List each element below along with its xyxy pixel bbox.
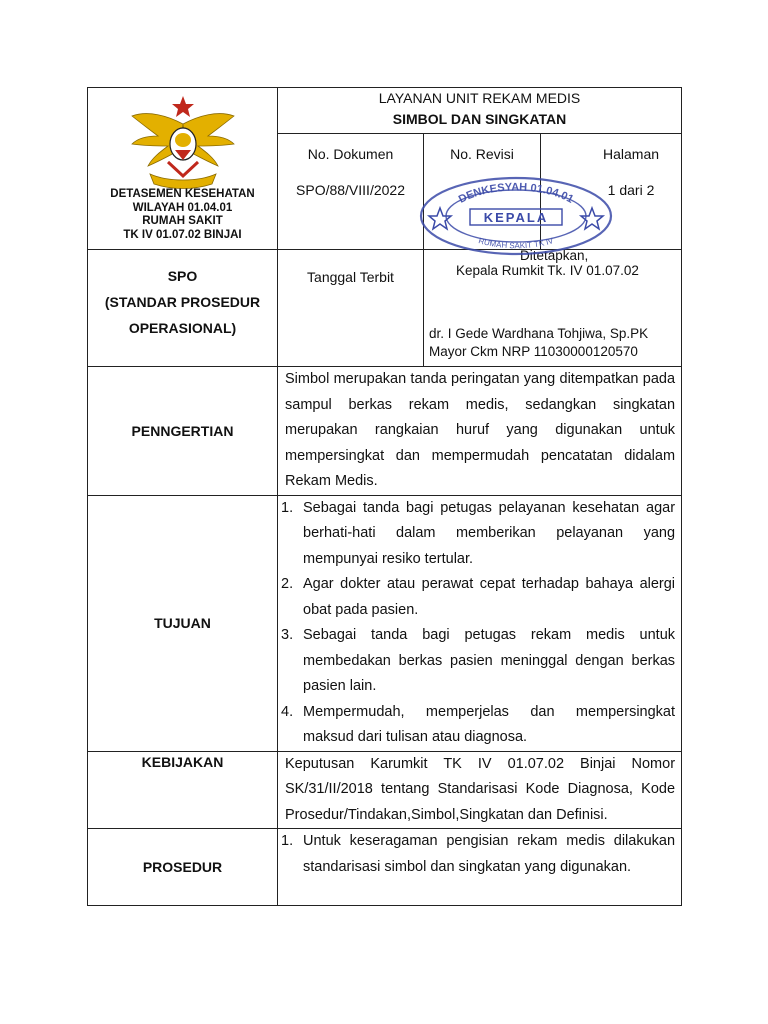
list-item: 3. Sebagai tanda bagi petugas rekam medis untuk membedakan berkas pasien meninggal dengan berkas pasien lain. (281, 627, 676, 694)
tanggal-label: Tanggal Terbit (307, 269, 394, 285)
stamp-center-text: KEPALA (483, 210, 549, 225)
spo-line-1: SPO (167, 268, 198, 284)
kepala-label: Kepala Rumkit Tk. IV 01.07.02 (456, 263, 639, 278)
list-item: 1. Sebagai tanda bagi petugas pelayanan kesehatan agar berhati-hati dalam memberikan pelayanan yang mempunyai resiko tertular. (281, 499, 676, 567)
kebijakan-label-cell (88, 751, 278, 829)
stamp-bottom-text: RUMAH SAKIT TK IV (477, 236, 555, 251)
title-cell (278, 88, 682, 134)
emblem-icon (128, 94, 238, 189)
pengertian-label-cell (88, 367, 278, 496)
tujuan-label: TUJUAN (154, 615, 211, 631)
no-dokumen-label: No. Dokumen (307, 146, 394, 162)
svg-text:DENKESYAH 01.04.01 (457, 181, 576, 205)
list-item: 2. Agar dokter atau perawat cepat terhadap bahaya alergi obat pada pasien. (281, 576, 676, 618)
no-dokumen-value: SPO/88/VIII/2022 (296, 181, 405, 198)
no-dokumen-value-cell (278, 181, 424, 250)
prosedur-label-cell (88, 829, 278, 906)
tanggal-cell (278, 250, 424, 367)
no-revisi-label: No. Revisi (450, 146, 514, 162)
doc-title: SIMBOL DAN SINGKATAN (392, 111, 567, 127)
official-stamp (416, 172, 616, 256)
stamp-top-text: DENKESYAH 01.04.01 (456, 181, 576, 206)
tujuan-list (278, 496, 681, 751)
spo-line-2: (STANDAR PROSEDUR (104, 294, 261, 310)
pengertian-label: PENNGERTIAN (131, 422, 234, 439)
kebijakan-text: Keputusan Karumkit TK IV 01.07.02 Binjai Nomor SK/31/II/2018 tentang Standarisasi Kode Diagnosa, Kode Prosedur/Tindakan,Simbol,Singkatan dan Definisi. (285, 755, 676, 823)
org-line-2: WILAYAH 01.04.01 (132, 201, 233, 214)
kebijakan-label: KEBIJAKAN (141, 753, 224, 770)
spo-line-3: OPERASIONAL) (128, 320, 237, 336)
halaman-label: Halaman (603, 146, 660, 162)
ditetapkan-label: Ditetapkan, (520, 248, 589, 263)
org-line-3: RUMAH SAKIT (142, 215, 223, 227)
signer-rank: Mayor Ckm NRP 11030000120570 (429, 344, 638, 359)
approval-cell (424, 250, 682, 367)
list-item: 1. Untuk keseragaman pengisian rekam medis dilakukan standarisasi simbol dan singkatan yang digunakan. (281, 833, 676, 875)
pengertian-text-cell (278, 367, 682, 496)
org-line-4: TK IV 01.07.02 BINJAI (123, 228, 242, 241)
prosedur-list-cell (278, 829, 682, 906)
halaman-value: 1 dari 2 (607, 181, 655, 198)
tujuan-list-cell (278, 495, 682, 751)
spo-cell (88, 250, 278, 367)
org-line-1: DETASEMEN KESEHATAN (110, 188, 255, 200)
logo-cell (88, 88, 278, 250)
tujuan-label-cell (88, 495, 278, 751)
unit-title: LAYANAN UNIT REKAM MEDIS (378, 90, 581, 106)
pengertian-text: Simbol merupakan tanda peringatan yang ditempatkan pada sampul berkas rekam medis, sedangkan singkatan merupakan rangkaian huruf yang digunakan untuk mempersingkat dan mempermudah pencatatan didalam Rekam Medis. (285, 371, 676, 489)
list-item: 4. Mempermudah, memperjelas dan mempersingkat maksud dari tulisan atau diagnosa. (281, 703, 676, 745)
prosedur-label: PROSEDUR (142, 859, 223, 875)
svg-text:RUMAH SAKIT TK IV (477, 236, 555, 250)
prosedur-list (278, 829, 681, 880)
signer-name: dr. I Gede Wardhana Tohjiwa, Sp.PK (429, 326, 649, 341)
kebijakan-text-cell (278, 751, 682, 829)
